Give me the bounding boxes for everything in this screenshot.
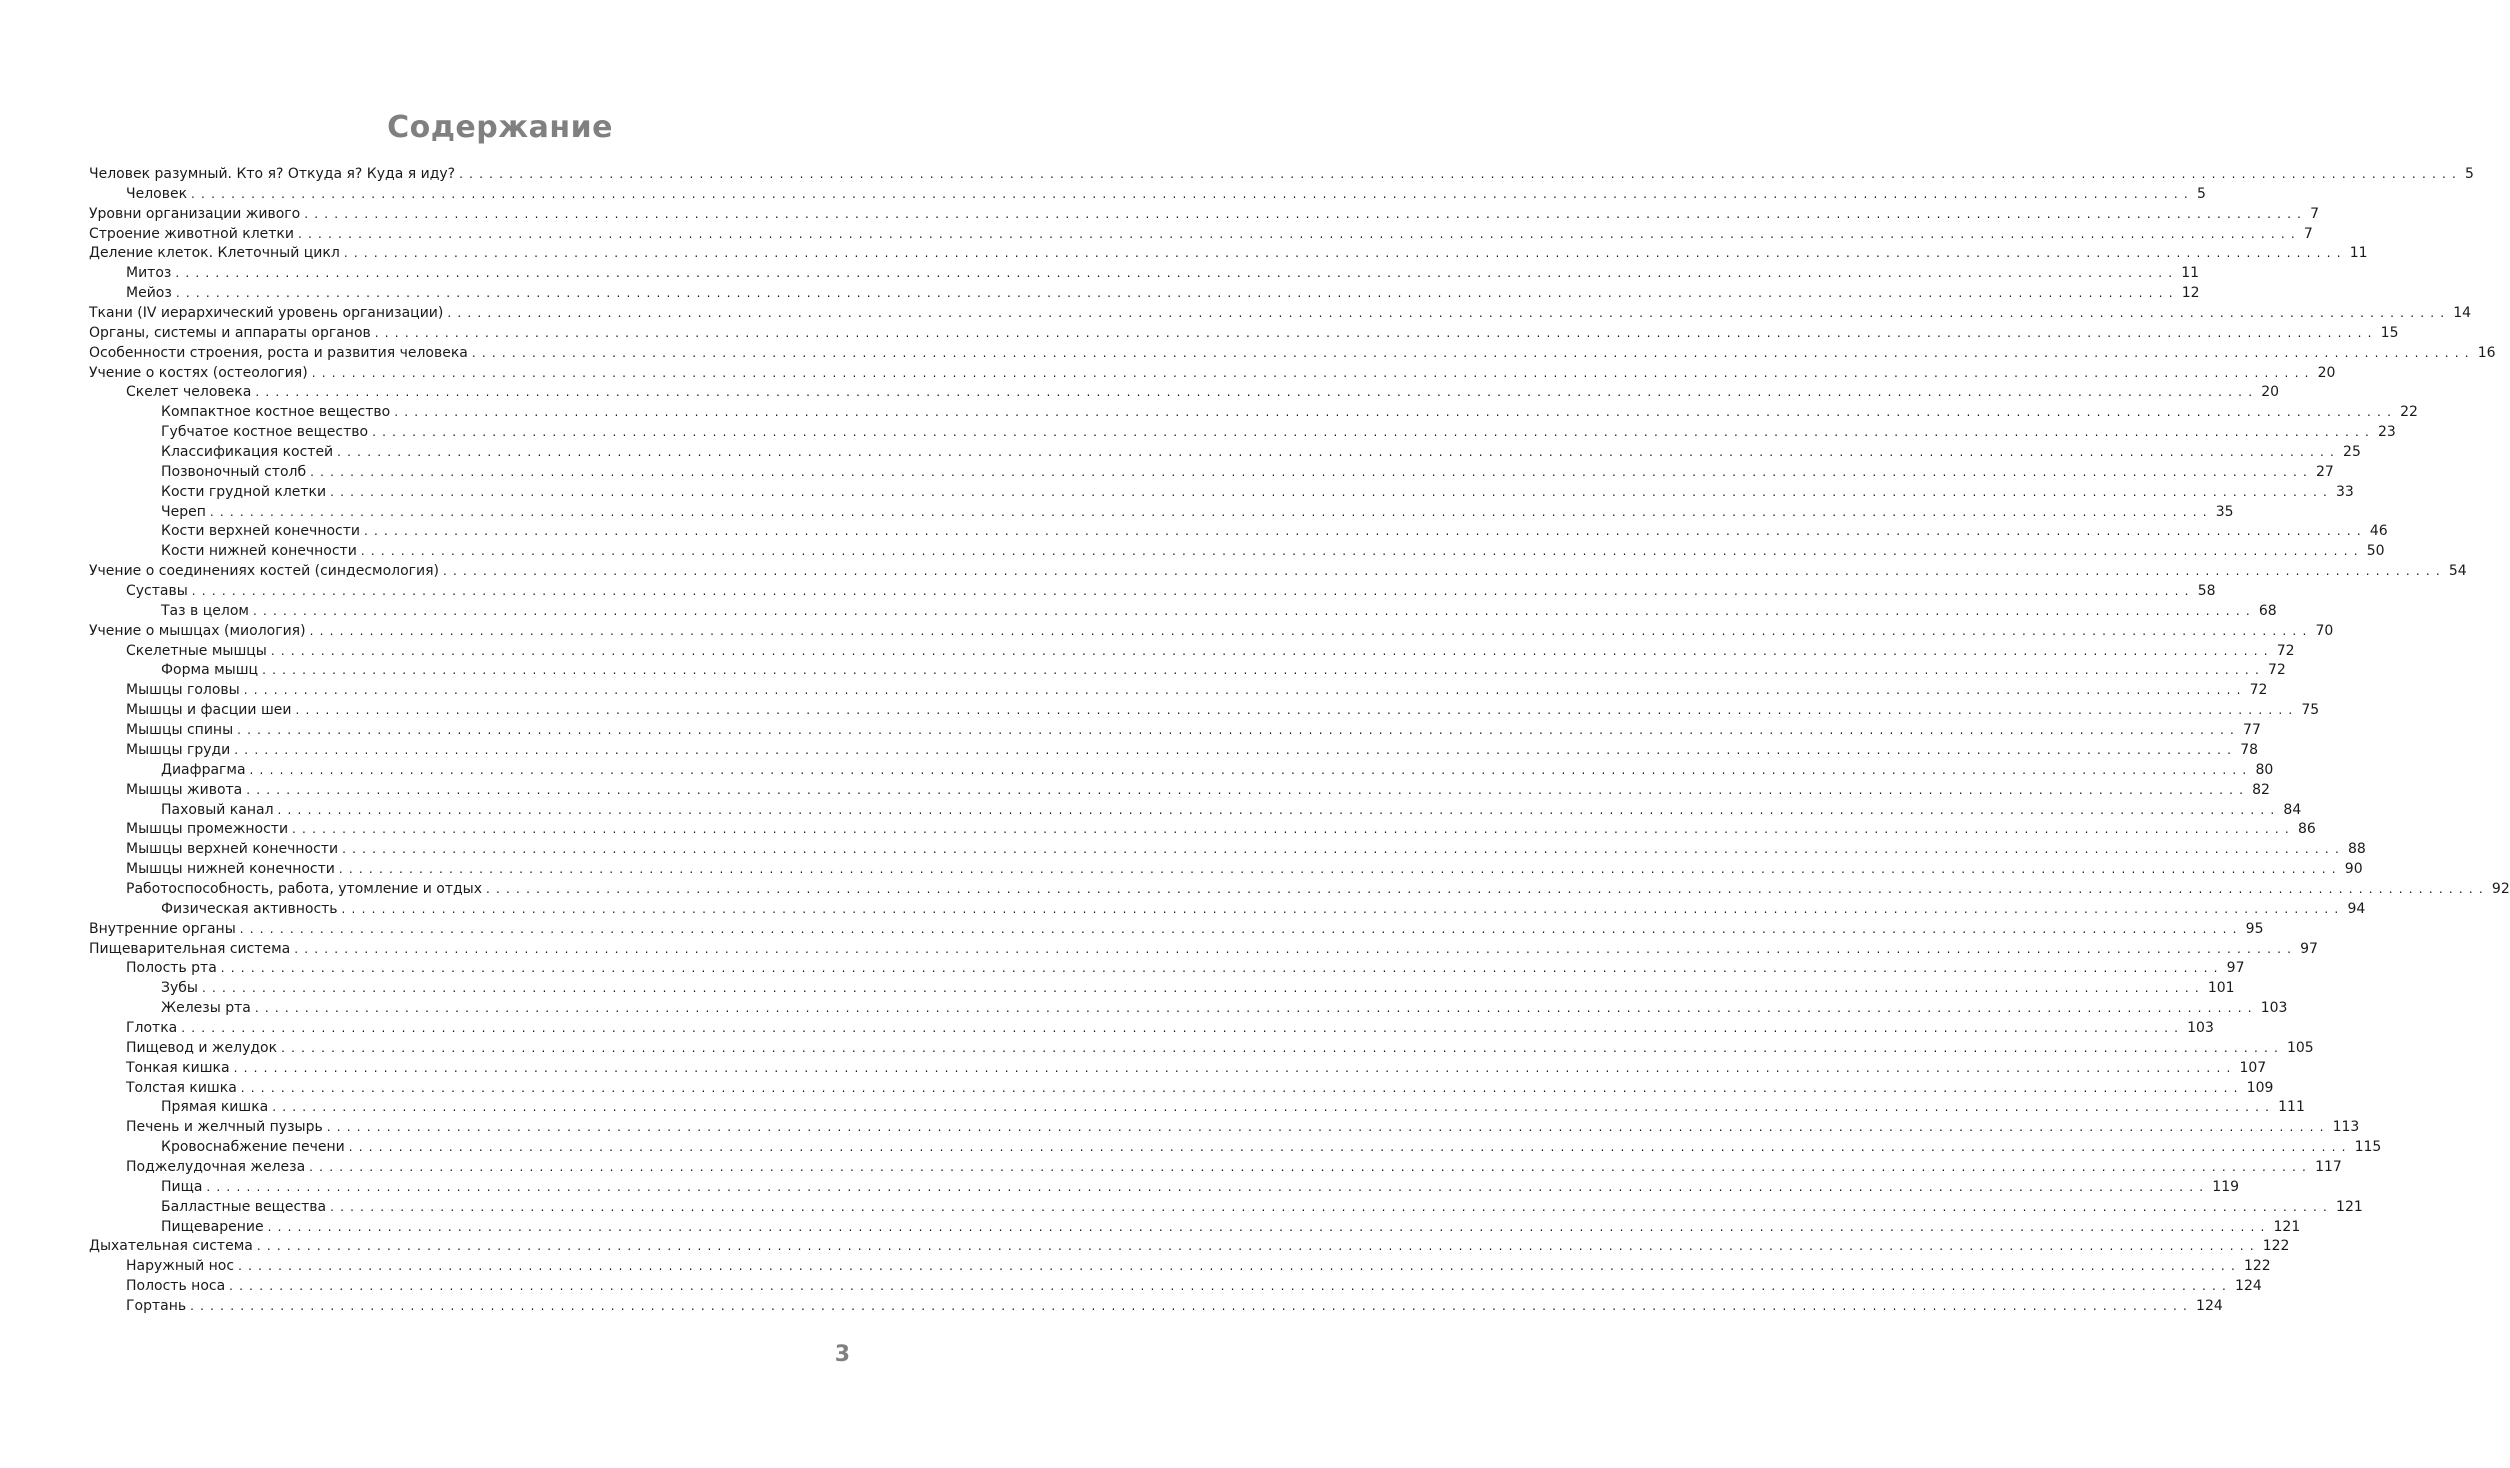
toc-entry-page: 111 [2278, 1099, 2305, 1116]
toc-entry[interactable] [89, 1019, 2214, 1039]
toc-entry-title: Митоз [126, 265, 172, 282]
toc-entry-page: 94 [2347, 900, 2366, 917]
toc-entry-title: Толстая кишка [126, 1079, 237, 1096]
toc-entry-page: 68 [2258, 602, 2277, 619]
toc-entry-title: Скелетные мышцы [126, 642, 267, 659]
toc-dot-leader: ........................................................................................................................................................................................................ [254, 1001, 2258, 1016]
toc-entry-title: Наружный нос [126, 1258, 235, 1275]
toc-entry-page: 113 [2332, 1119, 2360, 1136]
toc-entry-page: 72 [2249, 682, 2268, 699]
toc-entry-title: Внутренние органы [89, 920, 236, 937]
toc-entry-page: 11 [2181, 265, 2200, 282]
toc-entry-page: 14 [2453, 305, 2472, 322]
toc-entry-title: Пищевод и желудок [126, 1039, 278, 1056]
toc-entry-title: Пищеварительная система [89, 940, 291, 957]
toc-entry[interactable] [89, 900, 2366, 920]
toc-entry-title: Классификация костей [161, 444, 334, 461]
toc-entry-title: Кровоснабжение печени [161, 1139, 345, 1156]
toc-dot-leader: ........................................................................................................................................................................................................ [447, 306, 2451, 321]
toc-entry[interactable] [89, 324, 2399, 344]
toc-entry-page: 122 [2262, 1238, 2290, 1255]
toc-entry-page: 124 [2196, 1297, 2223, 1314]
toc-entry[interactable] [89, 860, 2363, 880]
toc-entry-title: Работоспособность, работа, утомление и отдых [126, 880, 483, 897]
toc-entry[interactable] [89, 1158, 2342, 1178]
toc-dot-leader: ........................................................................................................................................................................................................ [272, 1100, 2276, 1115]
toc-entry[interactable] [89, 562, 2467, 582]
toc-entry-title: Ткани (IV иерархический уровень организации) [89, 305, 444, 322]
toc-dot-leader: ........................................................................................................................................................................................................ [443, 564, 2446, 579]
toc-entry-page: 75 [2301, 702, 2320, 719]
toc-dot-leader: ........................................................................................................................................................................................................ [309, 1159, 2313, 1174]
toc-entry-title: Учение о костях (остеология) [89, 364, 308, 381]
toc-dot-leader: ........................................................................................................................................................................................................ [309, 623, 2313, 638]
toc-entry-title: Человек [126, 185, 188, 202]
toc-entry-title: Компактное костное вещество [161, 404, 391, 421]
toc-entry-page: 50 [2366, 543, 2385, 560]
toc-dot-leader: ........................................................................................................................................................................................................ [206, 1179, 2210, 1194]
toc-entry[interactable] [89, 1198, 2363, 1218]
toc-entry[interactable] [89, 959, 2245, 979]
toc-dot-leader: ........................................................................................................................................................................................................ [486, 881, 2489, 896]
toc-entry-title: Позвоночный столб [161, 463, 307, 480]
toc-entry[interactable] [89, 1039, 2314, 1059]
toc-entry-page: 121 [2336, 1198, 2363, 1215]
toc-entry[interactable] [89, 1079, 2274, 1099]
toc-entry-page: 117 [2315, 1158, 2342, 1175]
toc-entry-page: 35 [2215, 503, 2234, 520]
toc-entry-title: Мышцы спины [126, 722, 234, 739]
toc-entry-page: 54 [2448, 563, 2467, 580]
toc-entry[interactable] [89, 681, 2268, 701]
toc-entry-page: 84 [2283, 801, 2302, 818]
toc-entry[interactable] [89, 761, 2274, 781]
toc-entry-page: 20 [2261, 384, 2280, 401]
toc-entry[interactable] [89, 1138, 2382, 1158]
toc-dot-leader: ........................................................................................................................................................................................................ [209, 504, 2213, 519]
toc-dot-leader: ........................................................................................................................................................................................................ [191, 186, 2194, 201]
toc-entry-title: Мышцы груди [126, 741, 231, 758]
toc-dot-leader: ........................................................................................................................................................................................................ [255, 385, 2259, 400]
toc-entry-page: 105 [2286, 1039, 2314, 1056]
toc-entry[interactable] [89, 602, 2277, 622]
toc-entry[interactable] [89, 701, 2320, 721]
toc-entry-page: 33 [2336, 483, 2354, 500]
toc-entry-title: Таз в целом [161, 602, 249, 619]
toc-entry[interactable] [89, 165, 2474, 185]
toc-entry-page: 97 [2226, 960, 2245, 977]
toc-entry[interactable] [89, 304, 2472, 324]
toc-dot-leader: ........................................................................................................................................................................................................ [338, 862, 2342, 877]
toc-dot-leader: ........................................................................................................................................................................................................ [262, 663, 2265, 678]
toc-dot-leader: ........................................................................................................................................................................................................ [360, 544, 2364, 559]
toc-dot-leader: ........................................................................................................................................................................................................ [191, 584, 2195, 599]
toc-dot-leader: ........................................................................................................................................................................................................ [342, 842, 2345, 857]
toc-dot-leader: ........................................................................................................................................................................................................ [348, 1140, 2352, 1155]
toc-dot-leader: ........................................................................................................................................................................................................ [394, 405, 2398, 420]
toc-entry-title: Железы рта [161, 1000, 251, 1017]
toc-entry-page: 122 [2243, 1258, 2271, 1275]
toc-entry[interactable] [89, 1297, 2223, 1317]
toc-dot-leader: ........................................................................................................................................................................................................ [238, 1259, 2241, 1274]
toc-entry-page: 90 [2344, 861, 2363, 878]
toc-dot-leader: ........................................................................................................................................................................................................ [277, 802, 2281, 817]
toc-entry-page: 82 [2252, 781, 2270, 798]
toc-entry-page: 95 [2245, 920, 2264, 937]
toc-entry[interactable] [89, 383, 2280, 403]
toc-entry[interactable] [89, 741, 2259, 761]
toc-entry-title: Суставы [126, 583, 188, 600]
toc-dot-leader: ........................................................................................................................................................................................................ [341, 901, 2345, 916]
toc-dot-leader: ........................................................................................................................................................................................................ [229, 1279, 2233, 1294]
toc-dot-leader: ........................................................................................................................................................................................................ [337, 445, 2341, 460]
toc-entry-page: 12 [2181, 285, 2200, 302]
toc-entry[interactable] [89, 801, 2302, 821]
toc-entry-page: 15 [2380, 324, 2399, 341]
toc-entry[interactable] [89, 423, 2396, 443]
toc-entry[interactable] [89, 940, 2318, 960]
toc-entry-title: Уровни организации живого [89, 205, 301, 222]
toc-entry-title: Мышцы живота [126, 781, 243, 798]
toc-dot-leader: ........................................................................................................................................................................................................ [256, 1239, 2260, 1254]
toc-entry-page: 77 [2243, 722, 2261, 739]
toc-entry-title: Деление клеток. Клеточный цикл [89, 245, 340, 262]
toc-dot-leader: ........................................................................................................................................................................................................ [311, 365, 2315, 380]
toc-dot-leader: ........................................................................................................................................................................................................ [298, 226, 2301, 241]
toc-entry[interactable] [89, 1277, 2262, 1297]
toc-entry-page: 22 [2400, 404, 2418, 421]
toc-entry-title: Мышцы промежности [126, 821, 289, 838]
toc-entry[interactable] [89, 205, 2320, 225]
toc-entry[interactable] [89, 344, 2496, 364]
toc-entry[interactable] [89, 999, 2288, 1019]
toc-dot-leader: ........................................................................................................................................................................................................ [281, 1040, 2284, 1055]
toc-dot-leader: ........................................................................................................................................................................................................ [243, 683, 2247, 698]
toc-entry-page: 80 [2255, 761, 2274, 778]
toc-entry-page: 103 [2260, 1000, 2288, 1017]
toc-dot-leader: ........................................................................................................................................................................................................ [343, 246, 2347, 261]
toc-entry[interactable] [89, 1178, 2240, 1198]
toc-entry-title: Прямая кишка [161, 1099, 269, 1116]
toc-entry-title: Печень и желчный пузырь [126, 1119, 323, 1136]
toc-entry-title: Кости грудной клетки [161, 483, 327, 500]
toc-entry-page: 20 [2317, 364, 2336, 381]
toc-dot-leader: ........................................................................................................................................................................................................ [175, 286, 2179, 301]
toc-entry-title: Скелет человека [126, 384, 252, 401]
toc-entry-title: Органы, системы и аппараты органов [89, 324, 371, 341]
toc-entry[interactable] [89, 1218, 2301, 1238]
toc-entry-title: Диафрагма [161, 761, 246, 778]
toc-entry[interactable] [89, 1059, 2267, 1079]
toc-dot-leader: ........................................................................................................................................................................................................ [295, 703, 2299, 718]
toc-entry-page: 46 [2369, 523, 2388, 540]
toc-dot-leader: ........................................................................................................................................................................................................ [471, 345, 2475, 360]
toc-entry-page: 124 [2235, 1278, 2262, 1295]
toc-dot-leader: ........................................................................................................................................................................................................ [304, 206, 2308, 221]
toc-entry-page: 7 [2310, 205, 2320, 222]
toc-entry[interactable] [89, 920, 2264, 940]
toc-entry-title: Кости нижней конечности [161, 543, 357, 560]
toc-entry[interactable] [89, 244, 2368, 264]
toc-entry-title: Учение о соединениях костей (синдесмология) [89, 563, 439, 580]
toc-entry-title: Мышцы и фасции шеи [126, 702, 292, 719]
toc-entry[interactable] [89, 443, 2361, 463]
toc-entry-title: Особенности строения, роста и развития человека [89, 344, 468, 361]
toc-entry-title: Физическая активность [161, 900, 338, 917]
toc-entry-page: 23 [2377, 424, 2396, 441]
toc-dot-leader: ........................................................................................................................................................................................................ [292, 822, 2295, 837]
toc-entry-page: 115 [2354, 1139, 2382, 1156]
toc-dot-leader: ........................................................................................................................................................................................................ [364, 524, 2367, 539]
toc-entry-page: 78 [2240, 741, 2259, 758]
toc-entry-title: Мышцы нижней конечности [126, 861, 335, 878]
toc-entry-title: Зубы [161, 980, 198, 997]
toc-entry-page: 88 [2347, 841, 2366, 858]
toc-entry[interactable] [89, 403, 2418, 423]
toc-entry-title: Пища [161, 1178, 203, 1195]
toc-entry-page: 107 [2239, 1059, 2267, 1076]
toc-entry-page: 25 [2343, 444, 2361, 461]
toc-entry-page: 92 [2491, 880, 2510, 897]
toc-entry-title: Гортань [126, 1297, 187, 1314]
toc-entry-title: Полость носа [126, 1278, 226, 1295]
toc-entry-title: Пищеварение [161, 1218, 264, 1235]
toc-entry[interactable] [89, 661, 2286, 681]
toc-entry[interactable] [89, 483, 2354, 503]
toc-dot-leader: ........................................................................................................................................................................................................ [220, 961, 2224, 976]
toc-entry-page: 5 [2465, 166, 2474, 182]
toc-dot-leader: ........................................................................................................................................................................................................ [175, 266, 2179, 281]
toc-entry[interactable] [89, 1237, 2290, 1257]
toc-entry[interactable] [89, 185, 2206, 205]
toc-dot-leader: ........................................................................................................................................................................................................ [330, 1199, 2334, 1214]
toc-dot-leader: ........................................................................................................................................................................................................ [201, 981, 2205, 996]
toc-entry-page: 70 [2315, 622, 2334, 639]
toc-dot-leader: ........................................................................................................................................................................................................ [234, 742, 2238, 757]
toc-entry-title: Губчатое костное вещество [161, 424, 369, 441]
toc-entry-page: 119 [2212, 1178, 2240, 1195]
toc-entry-title: Кости верхней конечности [161, 523, 360, 540]
toc-dot-leader: ........................................................................................................................................................................................................ [374, 325, 2378, 340]
toc-entry[interactable] [89, 820, 2316, 840]
toc-dot-leader: ........................................................................................................................................................................................................ [372, 425, 2375, 440]
toc-entry-title: Мышцы верхней конечности [126, 841, 339, 858]
toc-entry-page: 16 [2477, 344, 2496, 361]
toc-entry-title: Тонкая кишка [126, 1059, 230, 1076]
toc-entry-title: Глотка [126, 1019, 178, 1036]
toc-dot-leader: ........................................................................................................................................................................................................ [240, 1080, 2244, 1095]
toc-entry[interactable] [89, 880, 2510, 900]
toc-dot-leader: ........................................................................................................................................................................................................ [330, 484, 2333, 499]
toc-entry-title: Строение животной клетки [89, 225, 294, 242]
toc-entry[interactable] [89, 622, 2334, 642]
toc-entry[interactable] [89, 1098, 2305, 1118]
toc-dot-leader: ........................................................................................................................................................................................................ [294, 941, 2298, 956]
toc-entry-title: Человек разумный. Кто я? Откуда я? Куда я иду? [89, 166, 456, 182]
toc-entry-page: 109 [2246, 1079, 2274, 1096]
toc-entry-page: 11 [2349, 245, 2368, 262]
toc-entry-page: 101 [2207, 980, 2235, 997]
toc-entry-title: Учение о мышцах (миология) [89, 622, 306, 639]
toc-dot-leader: ........................................................................................................................................................................................................ [270, 643, 2274, 658]
toc-dot-leader: ........................................................................................................................................................................................................ [459, 167, 2462, 181]
toc-entry-title: Полость рта [126, 960, 217, 977]
toc-entry-title: Мышцы головы [126, 682, 240, 699]
toc-entry[interactable] [89, 642, 2295, 662]
toc-dot-leader: ........................................................................................................................................................................................................ [233, 1060, 2237, 1075]
toc-entry-page: 5 [2196, 185, 2206, 202]
toc-entry[interactable] [89, 1118, 2360, 1138]
toc-entry-title: Форма мышц [161, 662, 259, 679]
toc-entry[interactable] [89, 463, 2334, 483]
toc-entry-page: 27 [2316, 463, 2334, 480]
toc-entry[interactable] [89, 364, 2336, 384]
toc-entry[interactable] [89, 582, 2216, 602]
toc-entry-page: 121 [2273, 1218, 2301, 1235]
toc-entry-title: Поджелудочная железа [126, 1158, 306, 1175]
toc-dot-leader: ........................................................................................................................................................................................................ [237, 723, 2241, 738]
toc-entry[interactable] [89, 979, 2235, 999]
toc-entry[interactable] [89, 781, 2270, 801]
toc-dot-leader: ........................................................................................................................................................................................................ [252, 603, 2256, 618]
toc-entry[interactable] [89, 542, 2385, 562]
toc-entry-page: 7 [2303, 225, 2313, 242]
toc-entry-page: 58 [2197, 583, 2216, 600]
toc-entry-title: Балластные вещества [161, 1198, 327, 1215]
toc-entry-title: Мейоз [126, 285, 172, 302]
toc-entry-title: Дыхательная система [89, 1238, 253, 1255]
toc-entry-title: Череп [161, 503, 206, 520]
toc-dot-leader: ........................................................................................................................................................................................................ [190, 1298, 2194, 1313]
toc-entry-page: 97 [2300, 940, 2318, 957]
toc-entry[interactable] [89, 225, 2313, 245]
toc-entry-page: 86 [2297, 821, 2316, 838]
toc-dot-leader: ........................................................................................................................................................................................................ [246, 782, 2250, 797]
toc-dot-leader: ........................................................................................................................................................................................................ [239, 921, 2243, 936]
toc-entry[interactable] [89, 503, 2234, 523]
toc-dot-leader: ........................................................................................................................................................................................................ [310, 464, 2313, 479]
toc-entry-title: Паховый канал [161, 801, 274, 818]
toc-entry[interactable] [89, 721, 2261, 741]
toc-entry-page: 72 [2267, 662, 2286, 679]
toc-dot-leader: ........................................................................................................................................................................................................ [267, 1219, 2271, 1234]
toc-entry[interactable] [89, 284, 2200, 304]
page-title: Содержание [387, 110, 613, 145]
toc-dot-leader: ........................................................................................................................................................................................................ [249, 762, 2253, 777]
toc-entry[interactable] [89, 1257, 2271, 1277]
toc-entry-page: 72 [2276, 642, 2295, 659]
toc-entry-page: 103 [2187, 1019, 2214, 1036]
toc-entry[interactable] [89, 840, 2366, 860]
page-number: 3 [834, 1342, 850, 1367]
toc-dot-leader: ........................................................................................................................................................................................................ [326, 1120, 2330, 1135]
table-of-contents [89, 165, 2510, 1317]
toc-entry[interactable] [89, 264, 2200, 284]
toc-dot-leader: ........................................................................................................................................................................................................ [181, 1020, 2185, 1035]
toc-entry[interactable] [89, 522, 2388, 542]
